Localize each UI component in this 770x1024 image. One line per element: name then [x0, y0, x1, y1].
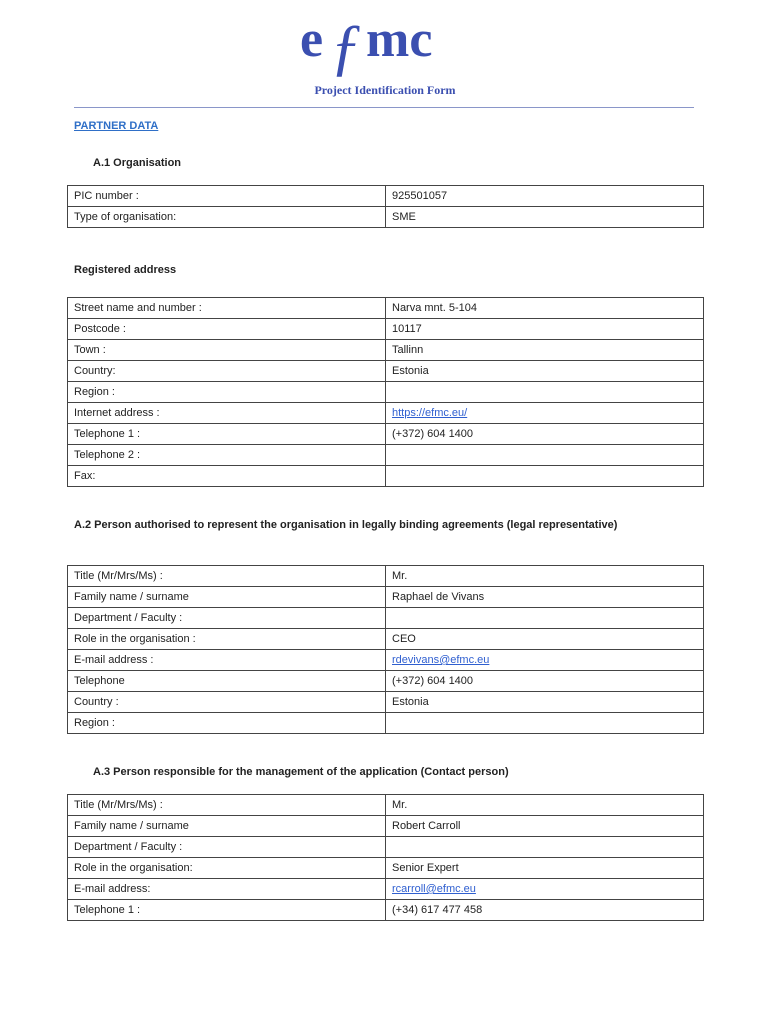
- title-value[interactable]: Mr.: [386, 566, 704, 587]
- logo-letter-e: e: [300, 11, 324, 68]
- table-row: [68, 650, 704, 671]
- table-row: [68, 858, 704, 879]
- postcode-value[interactable]: 10117: [386, 319, 704, 340]
- row-label: Telephone: [68, 671, 386, 692]
- organisation-table: [67, 185, 704, 228]
- email-link[interactable]: rcarroll@efmc.eu: [392, 883, 476, 895]
- telephone-value[interactable]: (+372) 604 1400: [386, 671, 704, 692]
- table-row: [68, 713, 704, 734]
- table-row: [68, 424, 704, 445]
- logo-letters-mc: mc: [366, 11, 433, 68]
- region-value[interactable]: [386, 382, 704, 403]
- table-row: [68, 879, 704, 900]
- row-label: Telephone 2 :: [68, 445, 386, 466]
- telephone-1-value[interactable]: (+34) 617 477 458: [386, 900, 704, 921]
- row-label: Role in the organisation:: [68, 858, 386, 879]
- row-label: Region :: [68, 382, 386, 403]
- table-row: [68, 795, 704, 816]
- role-value[interactable]: Senior Expert: [386, 858, 704, 879]
- row-label: Family name / surname: [68, 816, 386, 837]
- row-label: Type of organisation:: [68, 207, 386, 228]
- surname-value[interactable]: Raphael de Vivans: [386, 587, 704, 608]
- registered-address-table: [67, 297, 704, 487]
- table-row: [68, 587, 704, 608]
- surname-value[interactable]: Robert Carroll: [386, 816, 704, 837]
- table-row: [68, 816, 704, 837]
- table-row: [68, 900, 704, 921]
- table-row: [68, 298, 704, 319]
- partner-data-heading: PARTNER DATA: [74, 120, 159, 132]
- row-label: Country:: [68, 361, 386, 382]
- row-label: Street name and number :: [68, 298, 386, 319]
- row-label: Department / Faculty :: [68, 608, 386, 629]
- form-title: Project Identification Form: [314, 83, 456, 97]
- registered-address-heading: Registered address: [74, 264, 177, 276]
- row-label: Title (Mr/Mrs/Ms) :: [68, 566, 386, 587]
- legal-representative-table: [67, 565, 704, 734]
- town-value[interactable]: Tallinn: [386, 340, 704, 361]
- table-row: [68, 608, 704, 629]
- row-label: E-mail address :: [68, 650, 386, 671]
- logo-graphic: [300, 8, 470, 80]
- pic-number-value[interactable]: 925501057: [386, 186, 704, 207]
- row-label: Title (Mr/Mrs/Ms) :: [68, 795, 386, 816]
- row-label: Postcode :: [68, 319, 386, 340]
- table-row: [68, 403, 704, 424]
- row-label: Fax:: [68, 466, 386, 487]
- logo-letter-f: ƒ: [330, 11, 362, 80]
- row-label: Internet address :: [68, 403, 386, 424]
- row-label: Town :: [68, 340, 386, 361]
- row-label: PIC number :: [68, 186, 386, 207]
- table-row: [68, 361, 704, 382]
- title-divider: [74, 107, 694, 108]
- row-label: Country :: [68, 692, 386, 713]
- website-link[interactable]: https://efmc.eu/: [392, 407, 468, 419]
- country-value[interactable]: Estonia: [386, 361, 704, 382]
- table-row: [68, 629, 704, 650]
- telephone-1-value[interactable]: (+372) 604 1400: [386, 424, 704, 445]
- department-value[interactable]: [386, 837, 704, 858]
- row-label: Family name / surname: [68, 587, 386, 608]
- organisation-type-value[interactable]: SME: [386, 207, 704, 228]
- table-row: [68, 671, 704, 692]
- table-row: [68, 566, 704, 587]
- telephone-2-value[interactable]: [386, 445, 704, 466]
- table-row: [68, 837, 704, 858]
- department-value[interactable]: [386, 608, 704, 629]
- row-label: E-mail address:: [68, 879, 386, 900]
- row-label: Telephone 1 :: [68, 424, 386, 445]
- table-row: [68, 319, 704, 340]
- table-row: [68, 466, 704, 487]
- contact-person-table: [67, 794, 704, 921]
- street-value[interactable]: Narva mnt. 5-104: [386, 298, 704, 319]
- email-link[interactable]: rdevivans@efmc.eu: [392, 654, 490, 666]
- title-value[interactable]: Mr.: [386, 795, 704, 816]
- table-row: [68, 692, 704, 713]
- row-label: Department / Faculty :: [68, 837, 386, 858]
- fax-value[interactable]: [386, 466, 704, 487]
- table-row: [68, 340, 704, 361]
- table-row: [68, 207, 704, 228]
- table-row: [68, 445, 704, 466]
- row-label: Role in the organisation :: [68, 629, 386, 650]
- efmc-logo: [0, 8, 770, 85]
- region-value[interactable]: [386, 713, 704, 734]
- row-label: Telephone 1 :: [68, 900, 386, 921]
- table-row: [68, 186, 704, 207]
- a3-heading: A.3 Person responsible for the management of the application (Contact person): [93, 766, 509, 778]
- country-value[interactable]: Estonia: [386, 692, 704, 713]
- row-label: Region :: [68, 713, 386, 734]
- table-row: [68, 382, 704, 403]
- role-value[interactable]: CEO: [386, 629, 704, 650]
- a1-heading: A.1 Organisation: [93, 157, 182, 169]
- a2-heading: A.2 Person authorised to represent the organisation in legally binding agreements (legal representative): [74, 519, 618, 531]
